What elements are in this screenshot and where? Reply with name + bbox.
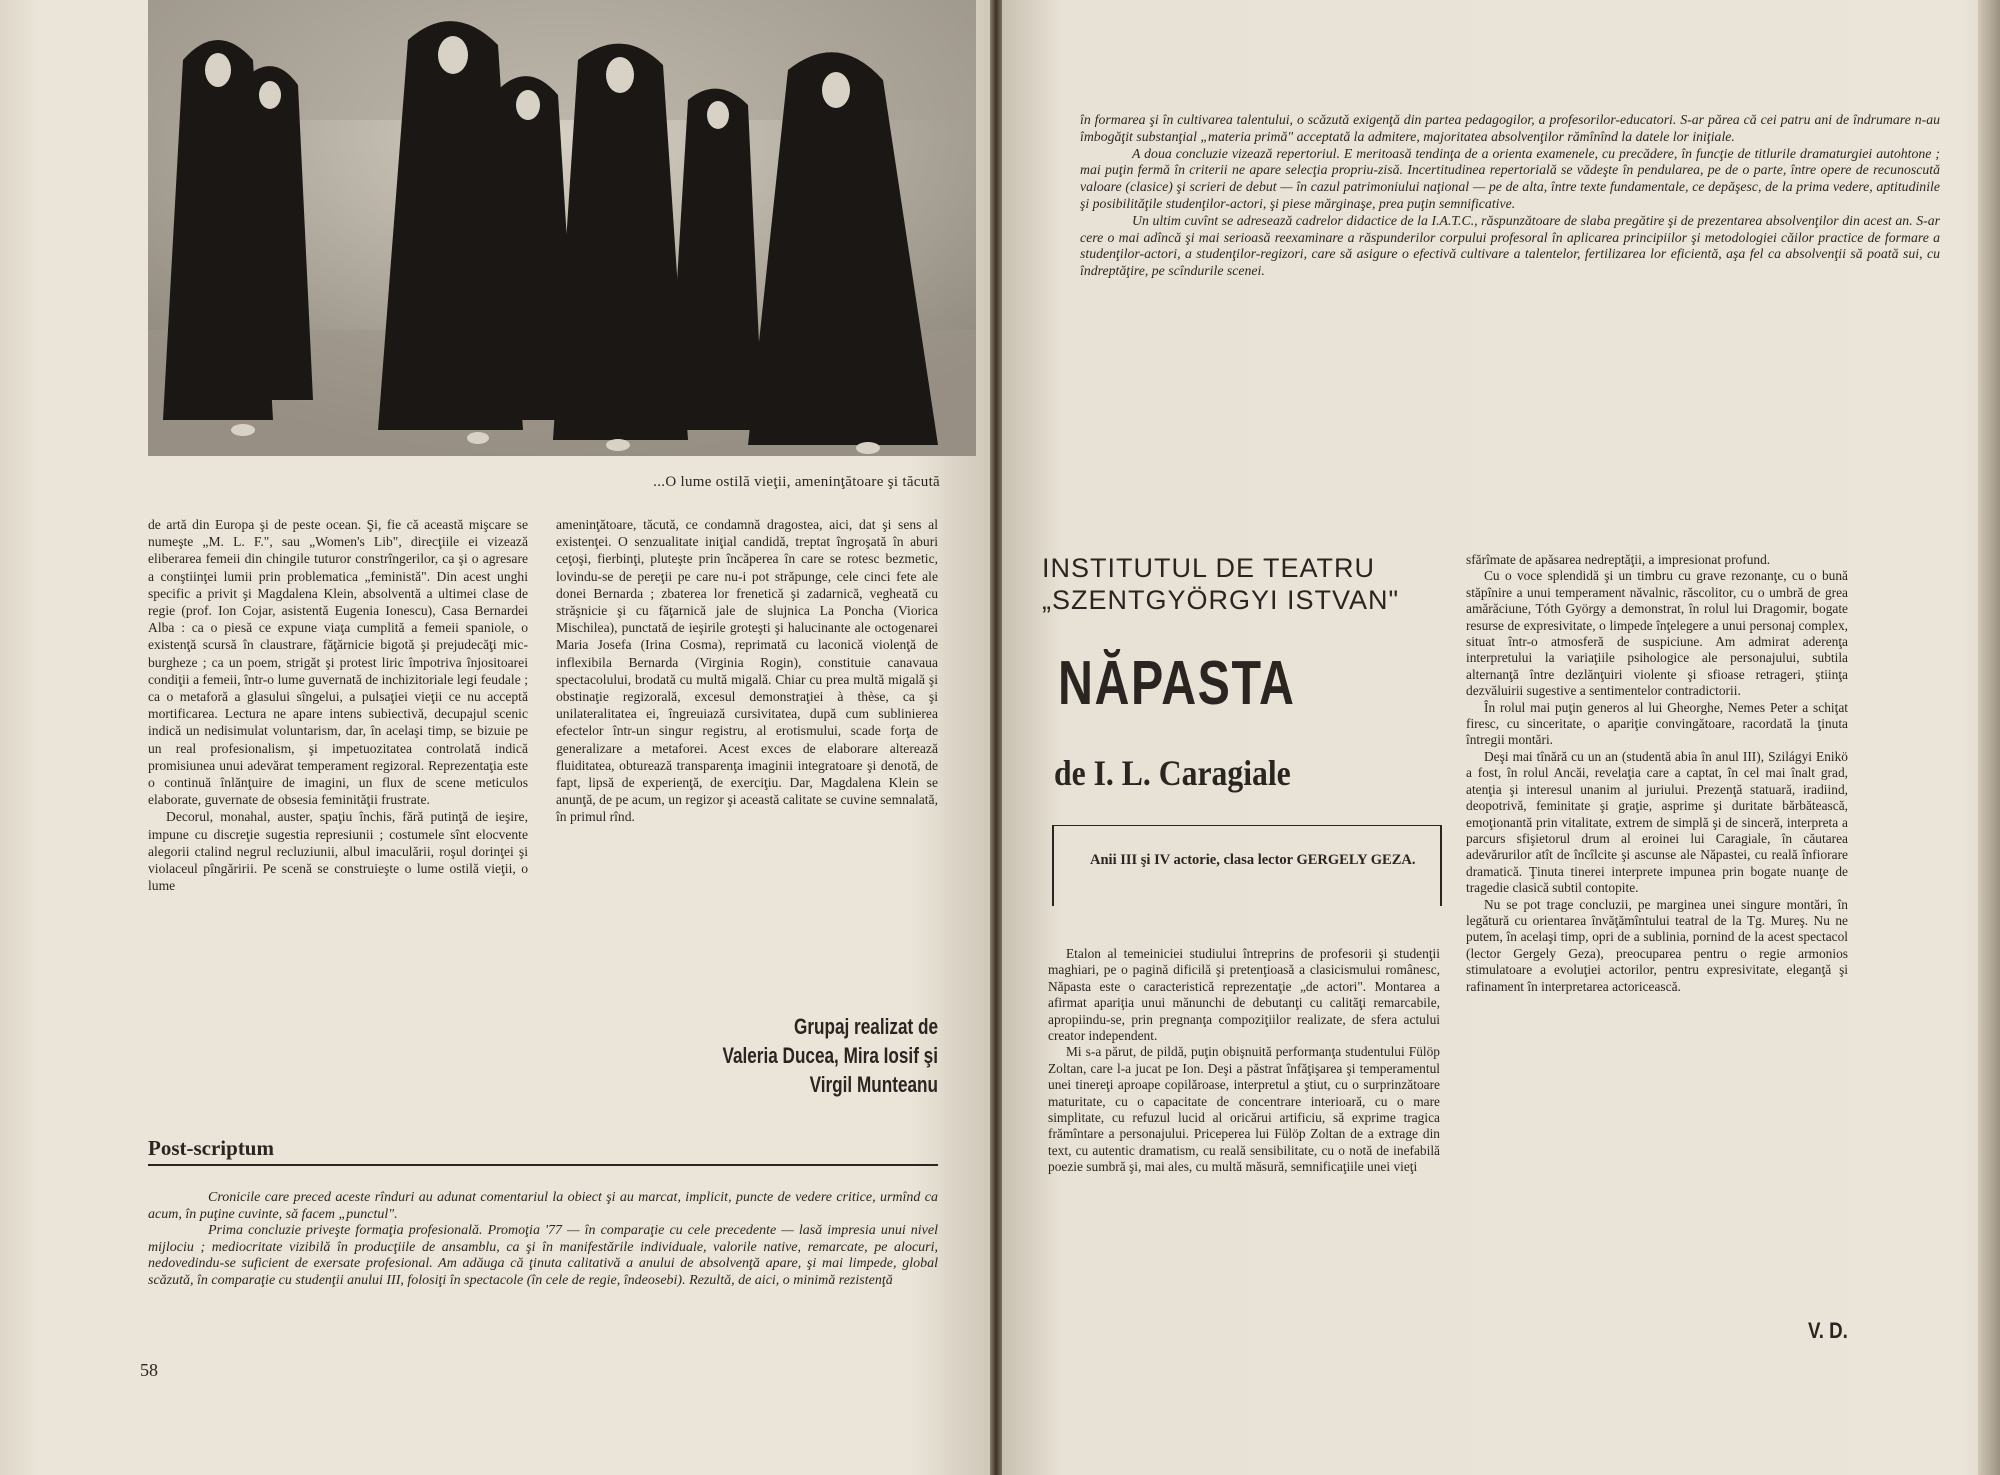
conclusions-text xyxy=(1080,112,1940,280)
signature: V. D. xyxy=(1808,1318,1848,1343)
paragraph: de artă din Europa şi de peste ocean. Şi, fie că această mişcare se numeşte „M. L. F.", sau „Women's Lib", direcţiile ei vizează eliberarea femeii din chingile tuturor constrîngerilor, ca şi o agresare a conştiinţei lumii prin problematica „feministă". Din acest unghi specific a privit şi Magdalena Klein, absolventă a ultimei clase de regie (prof. Ion Cojar, asistentă Eugenia Ionescu), Casa Bernardei Alba : ca o piesă ce expune viaţa cumplită a femeii spaniole, o existenţă scursă în claustrare, făţărnicie bigotă şi prejudecăţi mic-burgheze ; ca un poem, strigăt şi protest liric împotriva înjositoarei condiţii a femeii, într-o lume guvernată de inchizitoriale legi feudale ; ca o metaforă a glasului sîngelui, a pulsaţiei vieţii ce nu acceptă mortificarea. Lectura ne apare intens subiectivă, decupajul scenic indică un nedisimulat voluntarism, dar, în acelaşi timp, se bizuie pe un real profesionalism, şi impetuozitatea controlată indică promisiunea unui adevărat temperament regizoral. Reprezentaţia este o continuă înlănţuire de imagini, un flux de scene meticulos elaborate, guvernate de obsesia feminităţii frustrate. xyxy=(148,517,528,808)
credits xyxy=(690,1012,938,1099)
credits-line: Valeria Ducea, Mira Iosif şi xyxy=(722,1043,938,1068)
paragraph: sfărîmate de apăsarea nedreptăţii, a impresionat profund. xyxy=(1466,552,1771,567)
right-column-1 xyxy=(1048,946,1440,1176)
stage-photo xyxy=(148,0,976,456)
right-page xyxy=(1002,0,2000,1475)
paragraph: Mi s-a părut, de pildă, puţin obişnuită performanţa studentului Fülöp Zoltan, care l-a jucat pe Ion. Deşi a păstrat înfăţişarea şi temperamentul unei tinereţi aproape copilăroase, interpretul a ştiut, cu o surprinzătoare maturitate, cu o capacitate de concentrare interioară, cu o mare simplitate, cu refuzul lucid al oricărui artificiu, să exprime tragica frămîntare a personajului. Priceperea lui Fülöp Zoltan de a extrage din text, cu autentic dramatism, cu reală sensibilitate, cu o notă de inefabilă poezie sumbră şi, mai ales, cu multă măsură, semnificaţiile unei vieţi xyxy=(1048,1044,1440,1175)
paragraph: Etalon al temeiniciei studiului întreprins de profesorii şi studenţii maghiari, pe o pagină dificilă şi pretenţioasă a clasicismului românesc, Năpasta este o caracteristică reprezentaţie „de actori". Montarea a afirmat apariţia unui mănunchi de debutanţi cu calităţi remarcabile, apropiindu-se, prin pregnanţa compoziţiilor realizate, de sfera actului creator independent. xyxy=(1048,946,1440,1044)
postscript-text xyxy=(148,1190,938,1290)
play-author: de I. L. Caragiale xyxy=(1054,753,1291,793)
paragraph: Un ultim cuvînt se adresează cadrelor didactice de la I.A.T.C., răspunzătoare de slaba pregătire şi de prezentarea absolvenţilor din acest an. S-ar cere o mai adîncă şi mai serioasă reexaminare a răspunderilor corpului profesoral în aplicarea principiilor şi metodologiei căilor practice de formare a studenţilor-actori, a studenţilor-regizori, care să asigure o efectivă cultivare a talentelor, fertilizarea lor eficientă, aşa fel ca absolvenţii să poată sui, cu îndreptăţire, pe scîndurile scenei. xyxy=(1080,212,1940,279)
paragraph: Decorul, monahal, auster, spaţiu închis, fără putinţă de ieşire, impune cu discreţie sugestia represiunii ; costumele sînt elocvente alegorii ctalind negrul recluziunii, albul imaculării, roşul dorinţei şi violaceul pîngăririi. Pe scenă se construieşte o lume ostilă vieţii, o lume xyxy=(148,809,528,894)
paragraph: Nu se pot trage concluzii, pe marginea unei singure montări, în legătură cu orientarea învăţămîntului teatral de la Tg. Mureş. Nu ne putem, în acelaşi timp, opri de a sublinia, pornind de la acest spectacol (lector Gergely Geza), preocuparea pentru o regie armonios stimulatoare a evoluţiei actorilor, pentru expresivitate, eleganţă şi rafinament în interpretarea actoricească. xyxy=(1466,896,1848,994)
paragraph: ameninţătoare, tăcută, ce condamnă dragostea, aici, dat şi sens al existenţei. O senzualitate iniţial candidă, treptat îngroşată în aburi ceţoşi, fierbinţi, pluteşte prin încăperea în care se rotesc bezmetic, lovindu-se de pereţii pe care nu-i pot străpunge, cele cinci fete ale donei Bernarda ; zbaterea lor frenetică şi zadarnică, vegheată cu străşnicie şi cu făţarnică jale de slujnica La Poncha (Viorica Mischilea), punctată de ieşirile groteşti şi halucinante ale octogenarei Maria Josefa (Irina Cosma), reprimată cu laconică violenţă de inflexibila Bernarda (Virginia Rogin), constituie canavaua spectacolului, brodată cu multă migală. Chiar cu prea multă migală şi obstinaţie regizorală, excesul demonstraţiei à thèse, ca şi unilateralitatea ei, îngreuiază cursivitatea, după cum sublinierea efectelor într-un singur registru, al erotismului, scade forţa de generalizare a metaforei. Acest exces de elaborare alterează fluiditatea, obturează transparenţa imaginii integratoare şi denotă, de fapt, lipsă de experienţă, de exerciţiu. Dar, Magdalena Klein se anunţă, de pe acum, un regizor şi această calitate se cuvine semnalată, în primul rînd. xyxy=(556,517,938,825)
institute-title: INSTITUTUL DE TEATRU „SZENTGYÖRGYI ISTVAN" xyxy=(1042,553,1400,615)
postscript-rule xyxy=(148,1164,938,1166)
class-box-text: Anii III şi IV actorie, clasa lector GERGELY GEZA. xyxy=(1090,852,1416,868)
paragraph: În rolul mai puţin generos al lui Gheorghe, Nemes Peter a schiţat firesc, cu sinceritate, o apariţie convingătoare, racordată la ţinuta întregii montări. xyxy=(1466,699,1848,748)
paragraph: Cu o voce splendidă şi un timbru cu grave rezonanţe, cu o bună stăpînire a unui temperament năvalnic, răscolitor, cu o umbră de grea amărăciune, Tóth György a demonstrat, în rolul lui Dragomir, bogate resurse de expresivitate, o limpede înţelegere a unui personaj complex, situat într-o atmosferă de suspiciune. Am admirat aderenţa interpretului la variaţiile psihologice ale personajului, subtila alternanţă între dezlănţuiri violente şi sfioase retrageri, ştiinţa dezvăluirii sugestive a sentimentelor contradictorii. xyxy=(1466,568,1848,699)
book-gutter xyxy=(990,0,1002,1475)
paragraph: în formarea şi în cultivarea talentului, o scăzută exigenţă din partea pedagogilor, a profesorilor-educatori. S-ar părea că cei patru ani de îndrumare n-au îmbogăţit substanţial „materia primă" acceptată la admitere, majoritatea absolvenţilor rămînînd la datele lor iniţiale. xyxy=(1080,112,1940,144)
left-page xyxy=(0,0,990,1475)
paragraph: A doua concluzie vizează repertoriul. E meritoasă tendinţa de a orienta examenele, cu precădere, în funcţie de titlurile dramaturgiei autohtone ; mai puţin fermă în criterii ne apare selecţia propriu-zisă. Incertitudinea repertorială se vădeşte în pendularea, pe de o parte, între opere de recunoscută valoare (clasice) şi scrieri de debut — în cazul patrimoniului naţional — pe de alta, între texte fundamentale, ce depăşesc, de la prima vedere, aptitudinile şi posibilităţile studenţilor-actori, şi piese mărginaşe, prea puţin semnificative. xyxy=(1080,145,1940,211)
page-number: 58 xyxy=(140,1360,158,1380)
play-title: NĂPASTA xyxy=(1058,649,1296,718)
page-edge xyxy=(1978,0,2000,1475)
left-column-2 xyxy=(556,516,938,826)
credits-line: Virgil Munteanu xyxy=(809,1072,938,1097)
credits-line: Grupaj realizat de xyxy=(793,1014,938,1039)
photo-caption: ...O lume ostilă vieţii, ameninţătoare şi tăcută xyxy=(653,474,940,490)
paragraph: Prima concluzie priveşte formaţia profesională. Promoţia '77 — în comparaţie cu cele precedente — lasă impresia unui nivel mijlociu ; mediocritate vizibilă în producţiile de ansamblu, ca şi în manifestările individuale, valorile native, remarcate, pe alocuri, nedovedindu-se suficient de exersate profesional. Am adăuga că ţinuta calitativă a anului de absolvenţă apare, şi mai limpede, global scăzută, în comparaţie cu studenţii anului III, folosiţi în spectacole (în cele de regie, îndeosebi). Rezultă, de aici, o minimă rezistenţă xyxy=(148,1223,938,1288)
paragraph: Deşi mai tînără cu un an (studentă abia în anul III), Szilágyi Enikö a fost, în rolul Ancăi, revelaţia care a captat, în cel mai înalt grad, atenţia şi interesul unanim al juriului. Prezenţă statuară, iradiind, deopotrivă, feminitate şi graţie, asprime şi duritate bărbătească, emoţionantă prin vitalitate, extrem de simplă şi de sinceră, interpreta a parcurs sfişietorul drum al eroinei lui Caragiale, în căutarea adevărurilor atît de încîlcite şi ascunse ale Năpastei, cu reală înfiorare dramatică. Ţinuta tinerei interprete impunea prin bogate nuanţe de tragedie clasică subtil contopite. xyxy=(1466,748,1848,896)
right-column-2 xyxy=(1466,552,1848,995)
left-column-1 xyxy=(148,516,528,894)
paragraph: Cronicile care preced aceste rînduri au adunat comentariul la obiect şi au marcat, implicit, puncte de vedere critice, urmînd ca acum, în puţine cuvinte, să facem „punctul". xyxy=(148,1190,938,1222)
postscript-title: Post-scriptum xyxy=(148,1136,274,1160)
